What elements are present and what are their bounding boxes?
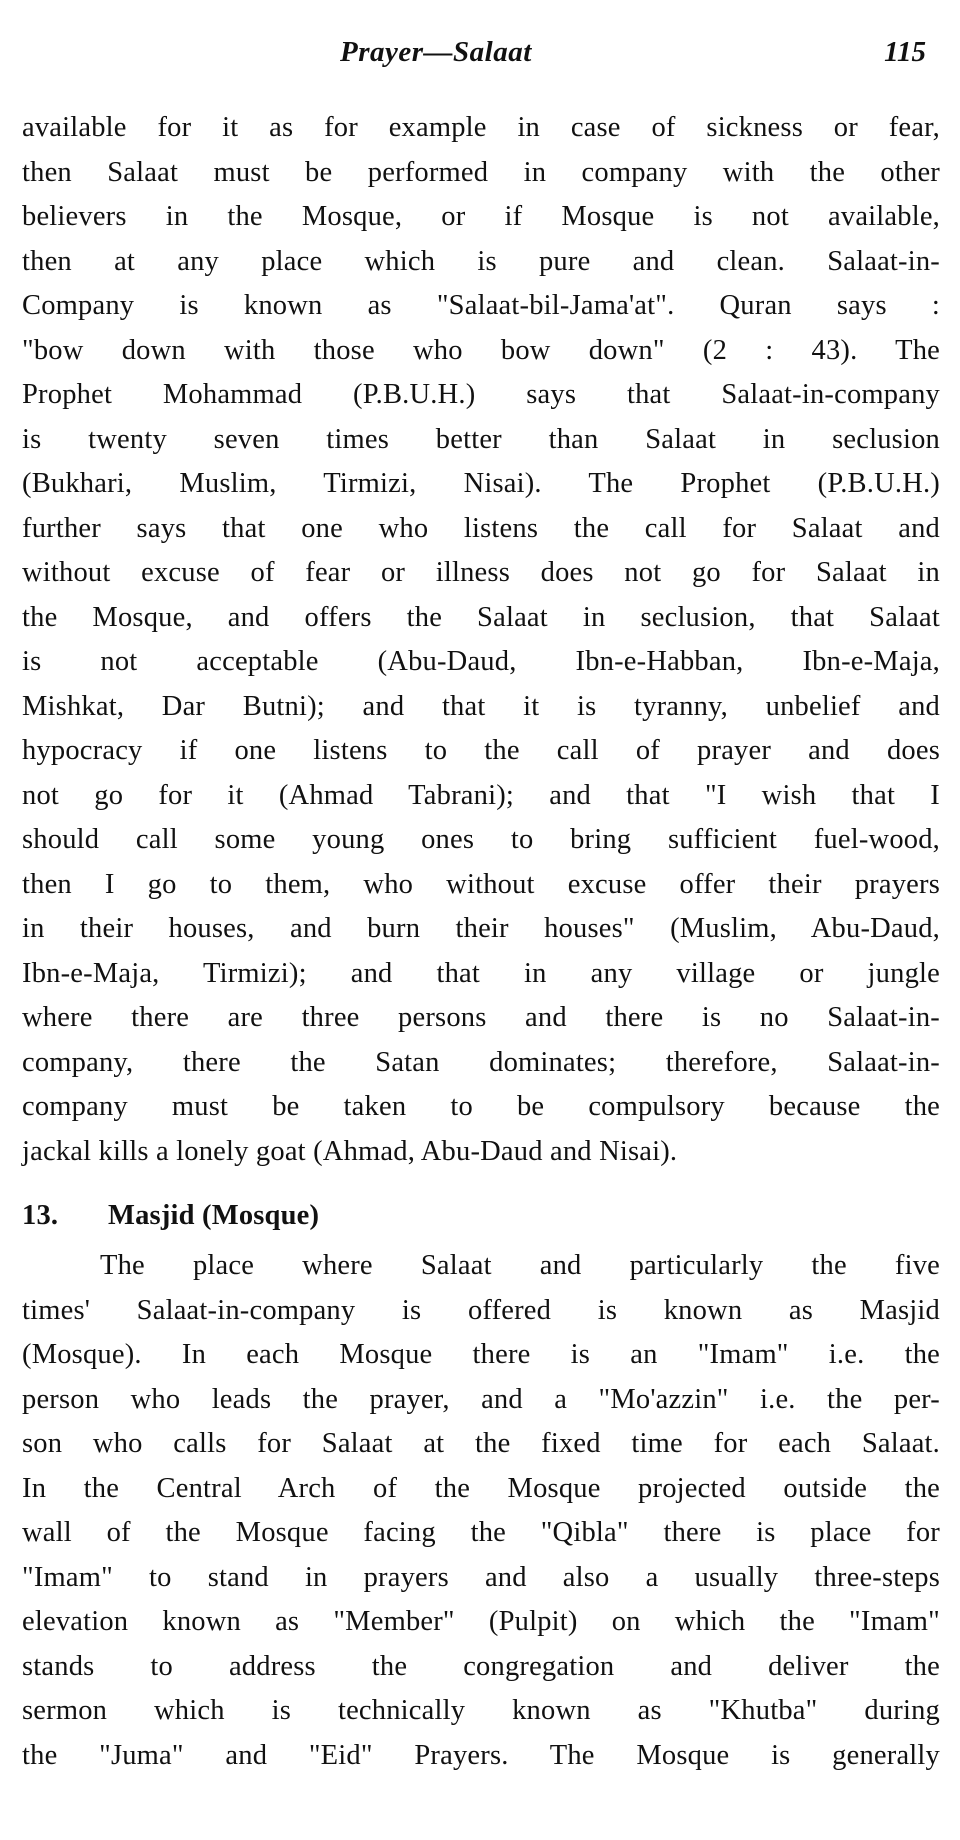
text-line: company, there the Satan dominates; therefore, Salaat-in- bbox=[22, 1046, 940, 1078]
text-line: is twenty seven times better than Salaat in seclusion bbox=[22, 423, 940, 455]
text-line: Company is known as "Salaat-bil-Jama'at". Quran says : bbox=[22, 290, 940, 321]
text-line: the "Juma" and "Eid" Prayers. The Mosque is generally bbox=[22, 1739, 940, 1771]
text-line: hypocracy if one listens to the call of prayer and does bbox=[22, 735, 940, 766]
section-title: Masjid (Mosque) bbox=[108, 1200, 320, 1231]
text-line: (Mosque). In each Mosque there is an "Imam" i.e. the bbox=[22, 1339, 940, 1370]
text-line: available for it as for example in case of sickness or fear, bbox=[22, 112, 940, 143]
text-line: "Imam" to stand in prayers and also a usually three-steps bbox=[22, 1561, 940, 1593]
running-title: Prayer—Salaat bbox=[340, 36, 532, 68]
text-line: then at any place which is pure and clean. Salaat-in- bbox=[22, 245, 940, 277]
text-line: without excuse of fear or illness does not go for Salaat in bbox=[22, 557, 940, 588]
text-line: not go for it (Ahmad Tabrani); and that "I wish that I bbox=[22, 779, 940, 811]
text-line: further says that one who listens the call for Salaat and bbox=[22, 512, 940, 544]
text-line: stands to address the congregation and deliver the bbox=[22, 1650, 940, 1682]
paragraph-masjid bbox=[22, 1244, 940, 1778]
text-line: wall of the Mosque facing the "Qibla" there is place for bbox=[22, 1517, 940, 1548]
text-line: Prophet Mohammad (P.B.U.H.) says that Salaat-in-company bbox=[22, 379, 940, 410]
text-line: then I go to them, who without excuse offer their prayers bbox=[22, 868, 940, 900]
section-heading bbox=[22, 1188, 940, 1244]
text-line: where there are three persons and there is no Salaat-in- bbox=[22, 1002, 940, 1033]
text-line: jackal kills a lonely goat (Ahmad, Abu-Daud and Nisai). bbox=[22, 1135, 678, 1167]
text-line: in their houses, and burn their houses" (Muslim, Abu-Daud, bbox=[22, 913, 940, 944]
text-line: then Salaat must be performed in company with the other bbox=[22, 156, 940, 188]
text-line: son who calls for Salaat at the fixed time for each Salaat. bbox=[22, 1428, 940, 1459]
section-number: 13. bbox=[22, 1200, 59, 1231]
text-line: Ibn-e-Maja, Tirmizi); and that in any village or jungle bbox=[22, 957, 940, 989]
text-line: The place where Salaat and particularly the five bbox=[100, 1250, 940, 1281]
page-header bbox=[0, 36, 960, 76]
text-line: "bow down with those who bow down" (2 : 43). The bbox=[22, 334, 940, 366]
text-line: believers in the Mosque, or if Mosque is not available, bbox=[22, 201, 940, 232]
text-line: times' Salaat-in-company is offered is known as Masjid bbox=[22, 1294, 940, 1326]
page-body bbox=[22, 106, 940, 1778]
text-line: should call some young ones to bring sufficient fuel-wood, bbox=[22, 824, 940, 855]
text-line: is not acceptable (Abu-Daud, Ibn-e-Habban, Ibn-e-Maja, bbox=[22, 646, 940, 677]
text-line: elevation known as "Member" (Pulpit) on which the "Imam" bbox=[22, 1606, 940, 1637]
text-line: In the Central Arch of the Mosque projected outside the bbox=[22, 1472, 940, 1504]
text-line: person who leads the prayer, and a "Mo'azzin" i.e. the per- bbox=[22, 1383, 940, 1415]
text-line: (Bukhari, Muslim, Tirmizi, Nisai). The Prophet (P.B.U.H.) bbox=[22, 468, 940, 499]
text-line: the Mosque, and offers the Salaat in seclusion, that Salaat bbox=[22, 601, 940, 633]
page-number: 115 bbox=[884, 36, 926, 68]
text-line: Mishkat, Dar Butni); and that it is tyranny, unbelief and bbox=[22, 690, 940, 722]
text-line: sermon which is technically known as "Khutba" during bbox=[22, 1695, 940, 1726]
text-line: company must be taken to be compulsory because the bbox=[22, 1091, 940, 1122]
paragraph-continued bbox=[22, 106, 940, 1174]
